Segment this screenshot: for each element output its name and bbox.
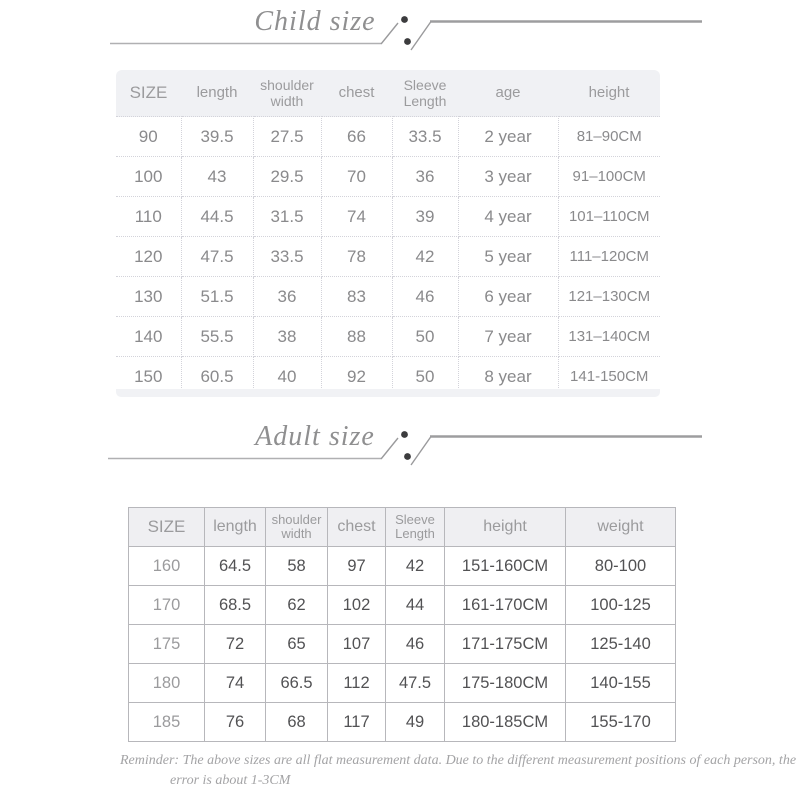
child-table-header	[116, 70, 660, 117]
table-row	[116, 197, 660, 237]
table-cell: 100-125	[566, 586, 676, 625]
dot-icon	[404, 453, 411, 460]
table-cell: 161-170CM	[445, 586, 566, 625]
table-cell: 171-175CM	[445, 625, 566, 664]
table-cell: 65	[266, 625, 328, 664]
table-cell: 43	[181, 157, 253, 197]
column-header: SIZE	[129, 508, 205, 547]
table-cell: 185	[129, 703, 205, 742]
table-cell: 38	[253, 317, 321, 357]
table-cell: 50	[392, 317, 458, 357]
table-cell: 44	[386, 586, 445, 625]
table-cell: 5 year	[458, 237, 558, 277]
child-table-bottom-bar	[116, 389, 660, 397]
table-cell: 29.5	[253, 157, 321, 197]
table-cell: 102	[328, 586, 386, 625]
column-header: length	[181, 70, 253, 117]
adult-table-body	[129, 547, 676, 742]
column-header: chest	[328, 508, 386, 547]
table-cell: 130	[116, 277, 181, 317]
table-cell: 58	[266, 547, 328, 586]
table-cell: 4 year	[458, 197, 558, 237]
table-row	[129, 703, 676, 742]
title-divider-ornament	[0, 415, 800, 471]
reminder-line-2: error is about 1-3CM	[170, 773, 291, 788]
child-size-heading	[0, 0, 800, 56]
table-cell: 76	[205, 703, 266, 742]
table-cell: 72	[205, 625, 266, 664]
table-cell: 80-100	[566, 547, 676, 586]
adult-table-header	[129, 508, 676, 547]
column-header: weight	[566, 508, 676, 547]
table-row	[116, 157, 660, 197]
table-cell: 7 year	[458, 317, 558, 357]
table-cell: 6 year	[458, 277, 558, 317]
table-cell: 47.5	[181, 237, 253, 277]
table-cell: 33.5	[392, 117, 458, 157]
table-cell: 31.5	[253, 197, 321, 237]
table-cell: 8 year	[458, 357, 558, 397]
table-cell: 141-150CM	[558, 357, 660, 397]
table-cell: 44.5	[181, 197, 253, 237]
table-cell: 39	[392, 197, 458, 237]
table-cell: 91–100CM	[558, 157, 660, 197]
table-row	[116, 237, 660, 277]
table-cell: 155-170	[566, 703, 676, 742]
table-cell: 180-185CM	[445, 703, 566, 742]
table-cell: 27.5	[253, 117, 321, 157]
table-cell: 101–110CM	[558, 197, 660, 237]
table-cell: 170	[129, 586, 205, 625]
column-header: shoulder width	[266, 508, 328, 547]
table-cell: 175-180CM	[445, 664, 566, 703]
table-cell: 78	[321, 237, 392, 277]
column-header: shoulder width	[253, 70, 321, 117]
table-cell: 112	[328, 664, 386, 703]
table-cell: 111–120CM	[558, 237, 660, 277]
table-cell: 88	[321, 317, 392, 357]
table-cell: 68.5	[205, 586, 266, 625]
table-cell: 47.5	[386, 664, 445, 703]
child-size-title: Child size	[254, 6, 376, 37]
table-cell: 120	[116, 237, 181, 277]
table-cell: 36	[253, 277, 321, 317]
table-cell: 160	[129, 547, 205, 586]
column-header: SIZE	[116, 70, 181, 117]
dot-icon	[404, 38, 411, 45]
table-cell: 50	[392, 357, 458, 397]
table-cell: 60.5	[181, 357, 253, 397]
table-cell: 107	[328, 625, 386, 664]
table-row	[129, 547, 676, 586]
adult-size-title: Adult size	[255, 421, 375, 452]
table-cell: 92	[321, 357, 392, 397]
table-row	[116, 117, 660, 157]
table-cell: 3 year	[458, 157, 558, 197]
table-cell: 83	[321, 277, 392, 317]
table-cell: 140-155	[566, 664, 676, 703]
table-cell: 151-160CM	[445, 547, 566, 586]
table-row	[129, 586, 676, 625]
table-cell: 150	[116, 357, 181, 397]
header-row	[129, 508, 676, 547]
child-size-table	[116, 70, 660, 396]
column-header: age	[458, 70, 558, 117]
table-cell: 121–130CM	[558, 277, 660, 317]
table-cell: 49	[386, 703, 445, 742]
table-row	[129, 664, 676, 703]
reminder-note	[120, 751, 797, 791]
table-cell: 33.5	[253, 237, 321, 277]
adult-size-heading	[0, 415, 800, 471]
table-cell: 66	[321, 117, 392, 157]
table-cell: 62	[266, 586, 328, 625]
table-cell: 70	[321, 157, 392, 197]
table-cell: 90	[116, 117, 181, 157]
table-cell: 42	[386, 547, 445, 586]
table-cell: 117	[328, 703, 386, 742]
table-cell: 100	[116, 157, 181, 197]
table-cell: 180	[129, 664, 205, 703]
table-cell: 46	[392, 277, 458, 317]
column-header: height	[558, 70, 660, 117]
table-cell: 131–140CM	[558, 317, 660, 357]
column-header: Sleeve Length	[392, 70, 458, 117]
table-cell: 55.5	[181, 317, 253, 357]
table-row	[116, 277, 660, 317]
table-cell: 51.5	[181, 277, 253, 317]
table-cell: 125-140	[566, 625, 676, 664]
table-cell: 2 year	[458, 117, 558, 157]
table-row	[129, 625, 676, 664]
column-header: length	[205, 508, 266, 547]
table-cell: 110	[116, 197, 181, 237]
table-cell: 175	[129, 625, 205, 664]
table-cell: 39.5	[181, 117, 253, 157]
table-cell: 64.5	[205, 547, 266, 586]
table-cell: 74	[205, 664, 266, 703]
column-header: chest	[321, 70, 392, 117]
table-cell: 42	[392, 237, 458, 277]
table-cell: 81–90CM	[558, 117, 660, 157]
adult-size-table	[128, 507, 676, 742]
table-cell: 68	[266, 703, 328, 742]
dot-icon	[401, 16, 408, 23]
dot-icon	[401, 431, 408, 438]
table-cell: 140	[116, 317, 181, 357]
table-cell: 40	[253, 357, 321, 397]
table-cell: 74	[321, 197, 392, 237]
title-divider-ornament	[0, 0, 800, 56]
table-cell: 66.5	[266, 664, 328, 703]
child-table-body	[116, 117, 660, 397]
column-header: height	[445, 508, 566, 547]
table-row	[116, 317, 660, 357]
reminder-line-1: Reminder: The above sizes are all flat measurement data. Due to the different measurement positions of each person, the	[120, 753, 797, 768]
column-header: Sleeve Length	[386, 508, 445, 547]
table-cell: 97	[328, 547, 386, 586]
header-row	[116, 70, 660, 117]
table-cell: 36	[392, 157, 458, 197]
table-cell: 46	[386, 625, 445, 664]
